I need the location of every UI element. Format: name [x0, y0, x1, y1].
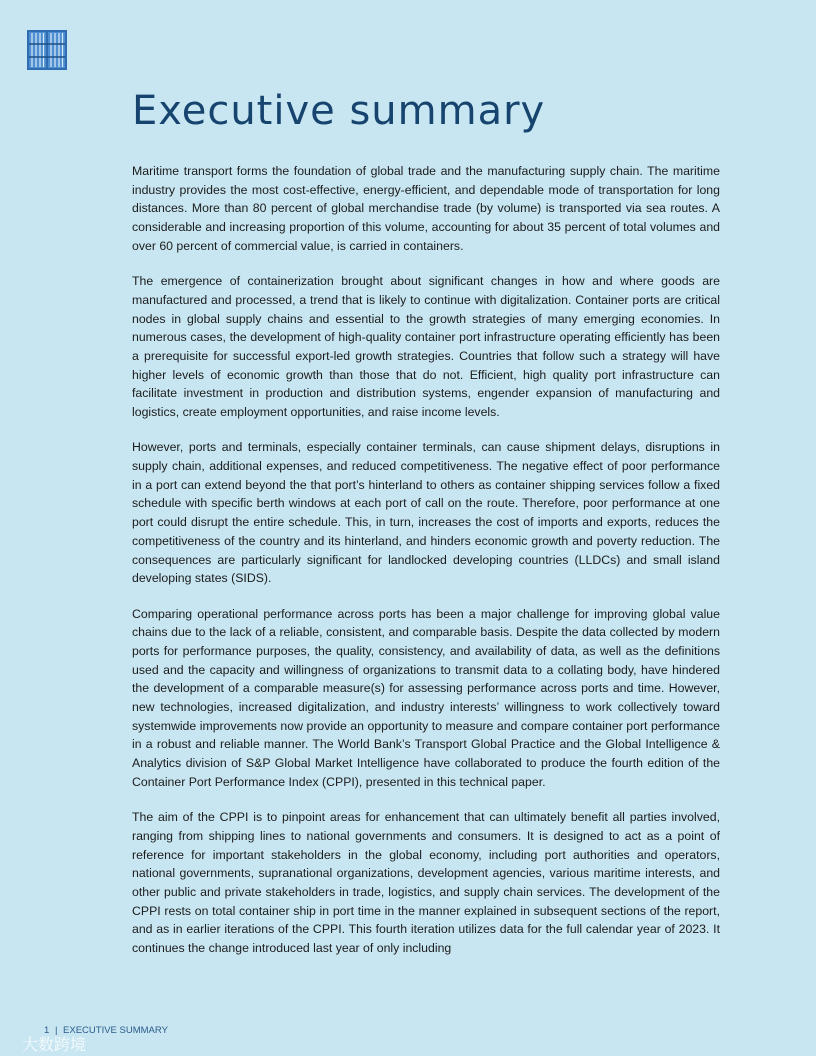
paragraph: The emergence of containerization brought about significant changes in how and where goods are manufactured and processed, a trend that is likely to continue with digitalization. Container ports are critical nodes in global supply chains and essential to the growth strategies of many emerging economies. In numerous cases, the development of high-quality container port infrastructure operating efficiently has been a prerequisite for successful export-led growth strategies. Countries that follow such a strategy will have higher levels of economic growth than those that do not. Efficient, high quality port infrastructure can facilitate investment in production and distribution systems, engender expansion of manufacturing and logistics, create employment opportunities, and raise income levels. — [132, 274, 720, 420]
paragraph: Comparing operational performance across ports has been a major challenge for improving global value chains due to the lack of a reliable, consistent, and comparable basis. Despite the data collected by modern ports for performance purposes, the quality, consistency, and availability of data, as well as the definitions used and the capacity and willingness of organizations to transmit data to a collating body, have hindered the development of a comparable measure(s) for assessing performance across ports and time. However, new technologies, increased digitalization, and industry interests’ willingness to work collectively toward systemwide improvements now provide an opportunity to measure and compare container port performance in a robust and reliable manner. The World Bank’s Transport Global Practice and the Global Intelligence & Analytics division of S&P Global Market Intelligence have collaborated to produce the fourth edition of the Container Port Performance Index (CPPI), presented in this technical paper. — [132, 606, 720, 789]
paragraph: However, ports and terminals, especially container terminals, can cause shipment delays, disruptions in supply chain, additional expenses, and reduced competitiveness. The negative effect of poor performance in a port can extend beyond the that port’s hinterland to others as container shipping services follow a fixed schedule with specific berth windows at each port of call on the route. Therefore, poor performance at one port could disrupt the entire schedule. This, in turn, increases the cost of imports and exports, reduces the competitiveness of the country and its hinterland, and hinders economic growth and poverty reduction. The consequences are particularly significant for landlocked developing countries (LLDCs) and small island developing states (SIDS). — [132, 440, 720, 586]
page-number: 1 — [44, 1025, 50, 1036]
section-label: EXECUTIVE SUMMARY — [63, 1025, 168, 1036]
watermark: 大数跨境 — [22, 1035, 87, 1054]
paragraph: Maritime transport forms the foundation of global trade and the manufacturing supply chain. The maritime industry provides the most cost-effective, energy-efficient, and dependable mode of transportation for long distances. More than 80 percent of global merchandise trade (by volume) is transported via sea routes. A considerable and increasing proportion of this volume, accounting for about 35 percent of total volumes and over 60 percent of commercial value, is carried in containers. — [132, 164, 720, 253]
footer-separator: | — [54, 1025, 58, 1036]
page-title: Executive summary — [132, 88, 546, 134]
body-text — [132, 162, 720, 974]
paragraph: The aim of the CPPI is to pinpoint areas for enhancement that can ultimately benefit all parties involved, ranging from shipping lines to national governments and consumers. It is designed to act as a point of reference for important stakeholders in the global economy, including port authorities and operators, national governments, supranational organizations, development agencies, various maritime interests, and other public and private stakeholders in trade, logistics, and supply chain services. The development of the CPPI rests on total container ship in port time in the manner explained in subsequent sections of the report, and as in earlier iterations of the CPPI. This fourth iteration utilizes data for the full calendar year of 2023. It continues the change introduced last year of only including — [132, 810, 720, 956]
shipping-container-icon — [27, 30, 67, 70]
